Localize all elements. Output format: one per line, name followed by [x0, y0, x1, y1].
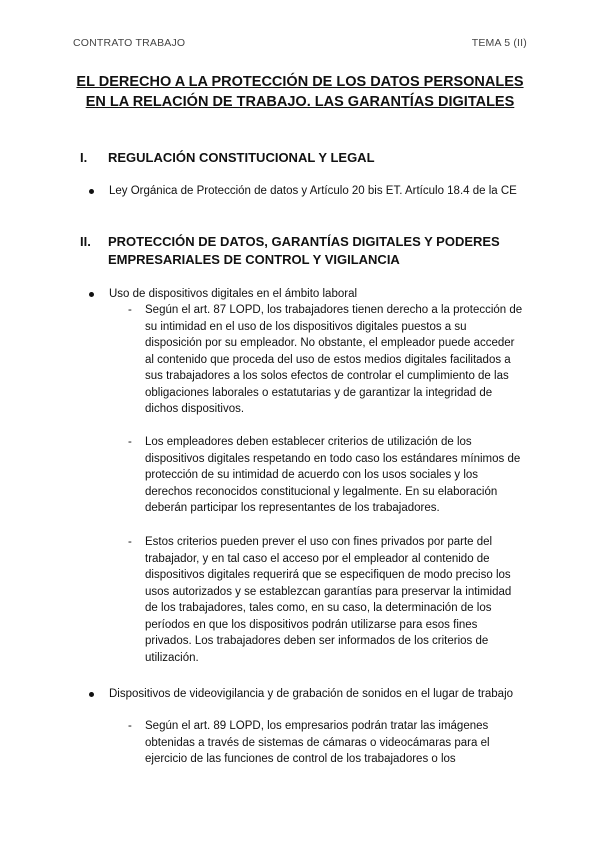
sub-list-item: - Los empleadores deben establecer criterios de utilización de los dispositivos digitales respetando en todo caso los estándares mínimos de protección de su intimidad de acuerdo con los usos sociales y los derechos reconocidos constitucional y legalmente. En su elaboración deberán participar los representantes de los trabajadores. — [128, 436, 521, 514]
section-heading-2 — [80, 233, 520, 269]
header-course: CONTRATO TRABAJO — [73, 37, 186, 49]
section-numeral: I. — [80, 150, 88, 165]
list-item: Uso de dispositivos digitales en el ámbito laboral — [89, 286, 519, 303]
bullet-icon — [89, 692, 94, 697]
list-item: Ley Orgánica de Protección de datos y Artículo 20 bis ET. Artículo 18.4 de la CE — [89, 183, 519, 200]
dash-marker: - — [128, 436, 132, 448]
section-title: REGULACIÓN CONSTITUCIONAL Y LEGAL — [108, 150, 375, 165]
dash-marker: - — [128, 536, 132, 548]
bullet-icon — [89, 189, 94, 194]
bullet-icon — [89, 292, 94, 297]
sub-list-item: - Estos criterios pueden prever el uso con fines privados por parte del trabajador, y en tal caso el acceso por el empleador al contenido de dispositivos digitales requerirá que se especifiquen de modo preciso los usos autorizados y se establezcan garantías para preservar la intimidad de los trabajadores, tales como, en su caso, la determinación de los períodos en que los dispositivos podrán utilizarse para esos fines privados. Los trabajadores deben ser informados de los criterios de utilización. — [128, 536, 512, 664]
document-title: EL DERECHO A LA PROTECCIÓN DE LOS DATOS PERSONALES EN LA RELACIÓN DE TRABAJO. LAS GARANTÍAS DIGITALES — [76, 74, 524, 110]
section-title: PROTECCIÓN DE DATOS, GARANTÍAS DIGITALES Y PODERES EMPRESARIALES DE CONTROL Y VIGILANCIA — [108, 234, 500, 267]
header-topic: TEMA 5 (II) — [471, 37, 527, 49]
sub-list-item: - Según el art. 87 LOPD, los trabajadores tienen derecho a la protección de su intimidad en el uso de los dispositivos digitales puestos a su disposición por su empleador. No obstante, el empleador puede acceder al contenido que proceda del uso de estos medios digitales facilitados a sus trabajadores a los solos efectos de controlar el cumplimiento de las obligaciones laborales o estatutarias y de garantizar la integridad de dichos dispositivos. — [128, 304, 523, 415]
sub-list-item: - Según el art. 89 LOPD, los empresarios podrán tratar las imágenes obtenidas a través de sistemas de cámaras o videocámaras para el ejercicio de las funciones de control de los trabajadores o los — [128, 720, 490, 765]
section-numeral: II. — [80, 234, 91, 249]
dash-marker: - — [128, 304, 132, 316]
section-heading-1 — [80, 149, 520, 167]
list-item: Dispositivos de videovigilancia y de grabación de sonidos en el lugar de trabajo — [89, 686, 519, 703]
dash-marker: - — [128, 720, 132, 732]
